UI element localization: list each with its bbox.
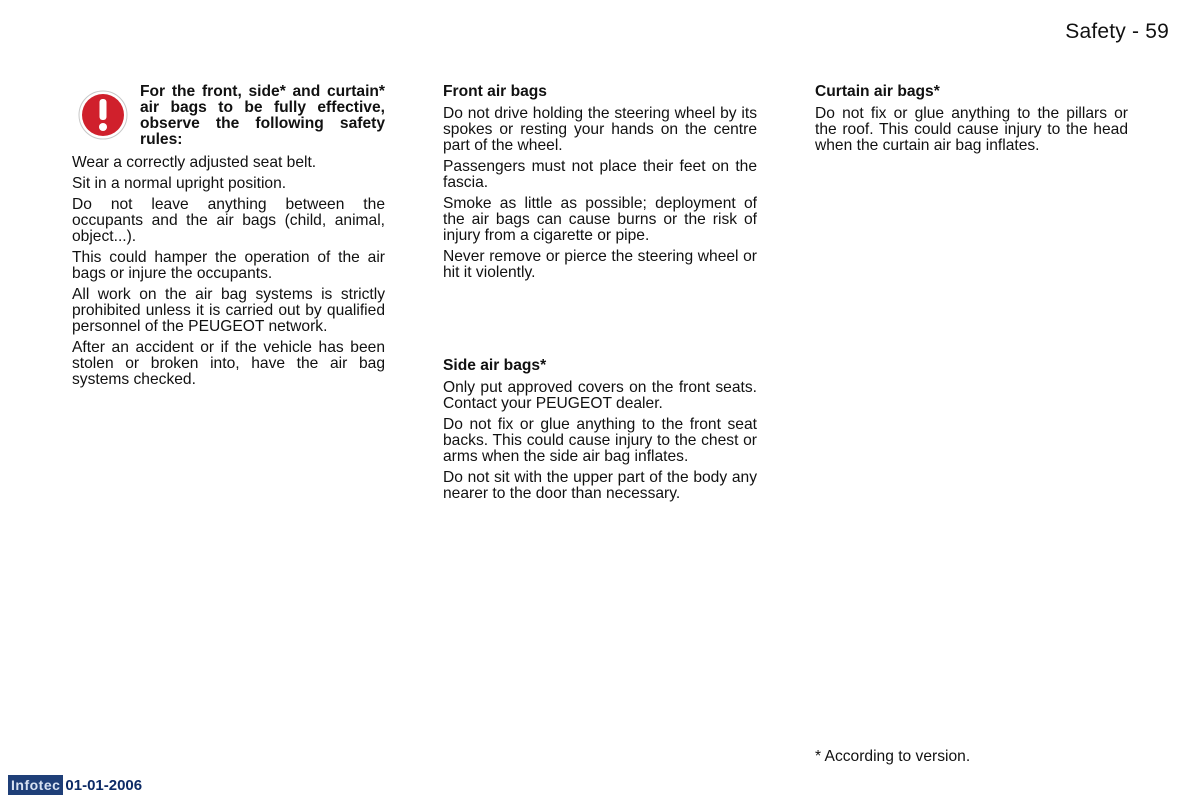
front-airbags-heading: Front air bags xyxy=(443,83,547,100)
side-paragraph: Do not fix or glue anything to the front seat backs. This could cause injury to the chest or arms when the side air bag inflates. xyxy=(443,416,757,465)
warning-block xyxy=(72,84,385,151)
front-side-column xyxy=(443,84,757,507)
rule-paragraph: Do not leave anything between the occupants and the air bags (child, animal, object...). xyxy=(72,196,385,245)
curtain-airbags-section xyxy=(815,84,1128,154)
footnote: * According to version. xyxy=(815,748,971,765)
safety-rules-column xyxy=(72,84,385,393)
footer-date: 01-01-2006 xyxy=(65,776,143,794)
curtain-airbags-heading: Curtain air bags* xyxy=(815,83,940,100)
side-airbags-heading: Side air bags* xyxy=(443,357,547,374)
side-airbags-section xyxy=(443,358,757,502)
side-paragraph: Do not sit with the upper part of the body any nearer to the door than necessary. xyxy=(443,469,757,502)
rule-paragraph: Wear a correctly adjusted seat belt. xyxy=(72,154,317,171)
curtain-column xyxy=(815,84,1128,159)
front-airbags-section xyxy=(443,84,757,281)
front-paragraph: Smoke as little as possible; deployment of the air bags can cause burns or the risk of injury from a cigarette or pipe. xyxy=(443,195,757,244)
front-paragraph: Never remove or pierce the steering wheel or hit it violently. xyxy=(443,248,757,281)
rule-paragraph: All work on the air bag systems is strictly prohibited unless it is carried out by qualified personnel of the PEUGEOT network. xyxy=(72,286,385,335)
exclamation-warning-icon xyxy=(78,90,128,140)
rule-paragraph: After an accident or if the vehicle has been stolen or broken into, have the air bag systems checked. xyxy=(72,339,385,388)
front-paragraph: Do not drive holding the steering wheel by its spokes or resting your hands on the centre part of the wheel. xyxy=(443,105,757,154)
rule-paragraph: Sit in a normal upright position. xyxy=(72,175,287,192)
curtain-paragraph: Do not fix or glue anything to the pillars or the roof. This could cause injury to the head when the curtain air bag inflates. xyxy=(815,105,1128,154)
warning-text: For the front, side* and curtain* air bags to be fully effective, observe the following safety rules: xyxy=(140,83,385,148)
page-title: Safety - 59 xyxy=(1065,20,1169,43)
rule-paragraph: This could hamper the operation of the air bags or injure the occupants. xyxy=(72,249,385,282)
front-paragraph: Passengers must not place their feet on the fascia. xyxy=(443,158,757,191)
side-paragraph: Only put approved covers on the front seats. Contact your PEUGEOT dealer. xyxy=(443,379,757,412)
infotec-logo: Infotec xyxy=(8,775,63,795)
footer xyxy=(8,775,142,795)
